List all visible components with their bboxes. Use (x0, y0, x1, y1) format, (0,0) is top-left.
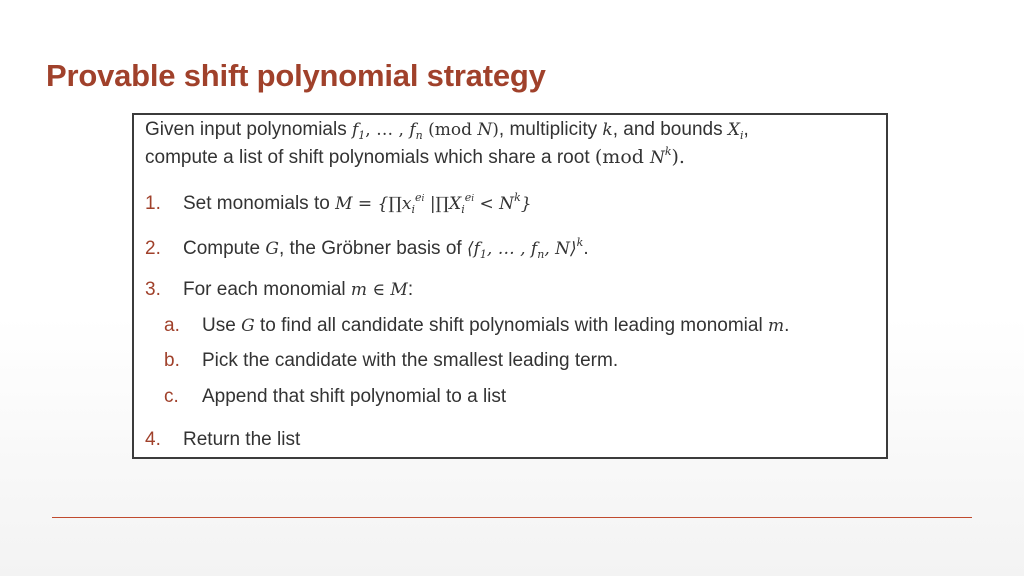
intro-line-2 (145, 145, 685, 169)
substep-a (164, 315, 789, 337)
subscript: i (461, 203, 465, 216)
step-2 (145, 236, 589, 261)
slide-title: Provable shift polynomial strategy (46, 58, 546, 93)
superscript: k (664, 145, 672, 158)
step-text: Use (202, 315, 242, 336)
intro-text: , and bounds (612, 119, 728, 140)
subscript: n (415, 129, 423, 142)
monomial-m: m (767, 316, 785, 336)
paren: ). (671, 146, 685, 168)
step-number: 3. (145, 279, 161, 300)
step-text: Set monomials to (183, 193, 336, 214)
step-text: Pick the candidate with the smallest leading term. (202, 350, 619, 371)
modulus-N: N (477, 120, 493, 140)
step-text: For each monomial (183, 279, 351, 300)
subscript: 1 (479, 248, 487, 261)
step-4 (145, 429, 300, 451)
superscript: k (576, 236, 584, 249)
multiplicity-k: k (602, 120, 613, 140)
substep-letter: c. (164, 386, 179, 407)
modulus-N: N (649, 148, 665, 168)
intro-text: Given input polynomials (145, 119, 352, 140)
poly-f1: f (352, 120, 359, 140)
bound-X: X (727, 120, 740, 140)
math-expr: < N (474, 194, 515, 214)
math-expr: , … , f (486, 239, 538, 259)
math-expr: ⟨f (466, 239, 480, 259)
step-number: 2. (145, 238, 161, 259)
footer-divider (52, 517, 972, 518)
superscript: k (514, 191, 521, 204)
substep-letter: b. (164, 350, 180, 371)
subscript: 1 (358, 129, 366, 142)
intro-text: , multiplicity (498, 119, 603, 140)
mod-text: (mod (594, 146, 650, 168)
step-text: . (583, 238, 589, 259)
mod-text: (mod (422, 120, 478, 140)
math-expr: m ∈ M (350, 280, 408, 300)
paren: ) (492, 120, 499, 140)
substep-letter: a. (164, 315, 180, 336)
step-number: 1. (145, 193, 161, 214)
subscript: i (739, 129, 744, 142)
ellipsis: , … , (365, 120, 410, 140)
intro-line-1 (145, 119, 749, 142)
basis-G: G (265, 239, 279, 259)
poly-fn: f (409, 120, 416, 140)
step-3 (145, 279, 413, 301)
math-expr: M = {∏x (335, 194, 412, 214)
math-expr: , N⟩ (544, 239, 577, 259)
intro-text: , (743, 119, 749, 140)
intro-text: compute a list of shift polynomials which share a root (145, 147, 595, 168)
substep-b (164, 350, 618, 372)
superscript: i (471, 194, 475, 204)
step-text: . (784, 315, 790, 336)
superscript: i (421, 194, 425, 204)
step-text: Append that shift polynomial to a list (202, 386, 507, 407)
step-1 (145, 191, 532, 216)
substep-c (164, 386, 506, 408)
subscript: n (537, 248, 545, 261)
step-text: Compute (183, 238, 266, 259)
step-number: 4. (145, 429, 161, 450)
step-text: to find all candidate shift polynomials with leading monomial (254, 315, 768, 336)
step-text: Return the list (183, 429, 301, 450)
step-text: : (407, 279, 414, 300)
math-expr: } (520, 194, 532, 214)
superscript: e (415, 191, 422, 204)
basis-G: G (241, 316, 255, 336)
math-expr: |∏X (424, 194, 462, 214)
algorithm-box (132, 113, 888, 459)
subscript: i (411, 203, 416, 216)
step-text: , the Gröbner basis of (278, 238, 467, 259)
superscript: e (464, 191, 472, 204)
